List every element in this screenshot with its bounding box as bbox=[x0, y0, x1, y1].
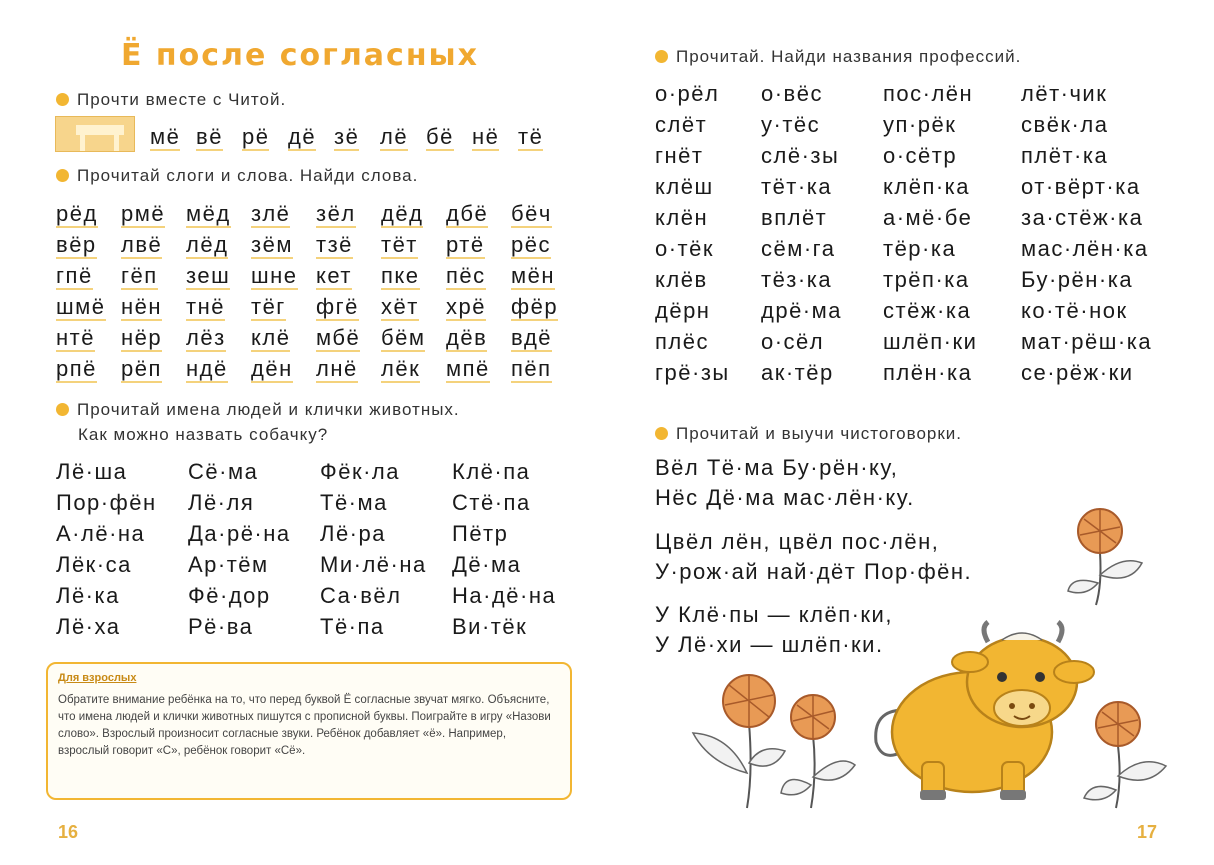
word-item: дёд bbox=[381, 201, 424, 226]
word-item: ак·тёр bbox=[761, 360, 834, 385]
word-item: мпё bbox=[446, 356, 490, 381]
word-item: за·стёж·ка bbox=[1021, 205, 1144, 230]
word-item: Клё·па bbox=[452, 459, 531, 484]
word-item: свёк·ла bbox=[1021, 112, 1109, 137]
word-item: пёп bbox=[511, 356, 552, 381]
word-item: хрё bbox=[446, 294, 486, 319]
word-item: кет bbox=[316, 263, 352, 288]
word-item: вёр bbox=[56, 232, 97, 257]
word-item: Пётр bbox=[452, 521, 509, 546]
word-item: Фё·дор bbox=[188, 583, 271, 608]
word-item: плёс bbox=[655, 329, 709, 354]
word-item: бёч bbox=[511, 201, 552, 226]
word-item: А·лё·на bbox=[56, 521, 146, 546]
word-item: рмё bbox=[121, 201, 166, 226]
note-text: Обратите внимание ребёнка на то, что перед буквой Ё согласные звучат мягко. Объясните, что имена людей и клички животных пишутся с прописной буквы. Поиграйте в игру «Назови слово». Взрослый произносит согласные звуки. Ребёнок добавляет «ё». Например, взрослый говорит «С», ребёнок говорит «Сё». bbox=[58, 694, 551, 757]
right-page bbox=[607, 0, 1214, 865]
word-item: нтё bbox=[56, 325, 95, 350]
word-item: дё bbox=[288, 124, 317, 149]
tongue-twister-1: Вёл Тё·ма Бу·рён·ку, Нёс Дё·ма мас·лён·ку. bbox=[655, 455, 915, 510]
word-item: нён bbox=[121, 294, 163, 319]
word-item: злё bbox=[251, 201, 291, 226]
word-item: пке bbox=[381, 263, 420, 288]
instruction-read-with-chita: Прочти вместе с Читой. bbox=[56, 90, 286, 110]
word-item: лвё bbox=[121, 232, 163, 257]
word-item: Пор·фён bbox=[56, 490, 157, 515]
word-item: трёп·ка bbox=[883, 267, 970, 292]
word-item: вдё bbox=[511, 325, 553, 350]
word-item: тзё bbox=[316, 232, 353, 257]
word-item: Бу·рён·ка bbox=[1021, 267, 1134, 292]
word-item: о·вёс bbox=[761, 81, 823, 106]
word-item: бё bbox=[426, 124, 454, 149]
word-item: На·дё·на bbox=[452, 583, 557, 608]
bullet-icon bbox=[56, 93, 69, 106]
word-item: дён bbox=[251, 356, 293, 381]
word-item: о·сёл bbox=[761, 329, 825, 354]
word-item: рёд bbox=[56, 201, 98, 226]
word-item: мё bbox=[150, 124, 181, 149]
word-item: Са·вёл bbox=[320, 583, 402, 608]
word-item: зём bbox=[251, 232, 293, 257]
word-item: Дё·ма bbox=[452, 552, 522, 577]
word-item: гпё bbox=[56, 263, 93, 288]
word-item: Фёк·ла bbox=[320, 459, 400, 484]
word-item: о·рёл bbox=[655, 81, 720, 106]
word-item: Лё·ля bbox=[188, 490, 255, 515]
word-item: Тё·ма bbox=[320, 490, 388, 515]
word-item: плёт·ка bbox=[1021, 143, 1109, 168]
bullet-icon bbox=[56, 169, 69, 182]
word-item: тёт bbox=[381, 232, 418, 257]
note-heading: Для взрослых bbox=[58, 672, 137, 684]
word-item: от·вёрт·ка bbox=[1021, 174, 1141, 199]
tongue-twister-3: У Клё·пы — клёп·ки, У Лё·хи — шлёп·ки. bbox=[655, 602, 893, 657]
word-item: рпё bbox=[56, 356, 97, 381]
word-item: хёт bbox=[381, 294, 419, 319]
word-item: Ви·тёк bbox=[452, 614, 528, 639]
instruction-learn-tongue-twisters: Прочитай и выучи чистоговорки. bbox=[655, 424, 962, 444]
word-item: фгё bbox=[316, 294, 359, 319]
word-item: Лё·ка bbox=[56, 583, 120, 608]
word-item: се·рёж·ки bbox=[1021, 360, 1134, 385]
word-item: стёж·ка bbox=[883, 298, 972, 323]
word-item: о·сётр bbox=[883, 143, 958, 168]
word-item: бём bbox=[381, 325, 426, 350]
word-item: зёл bbox=[316, 201, 356, 226]
word-item: ртё bbox=[446, 232, 485, 257]
page-number-left: 16 bbox=[58, 822, 79, 842]
word-item: нёр bbox=[121, 325, 163, 350]
instruction-read-names: Прочитай имена людей и клички животных. Как можно назвать собачку? bbox=[56, 400, 460, 445]
dog-picture-icon bbox=[55, 116, 135, 152]
word-item: тнё bbox=[186, 294, 225, 319]
word-item: мат·рёш·ка bbox=[1021, 329, 1153, 354]
flower-icon bbox=[1062, 505, 1162, 610]
word-item: лёт·чик bbox=[1021, 81, 1108, 106]
page-title: Ё после согласных bbox=[120, 38, 480, 73]
word-item: лёд bbox=[186, 232, 229, 257]
word-item: Лёк·са bbox=[56, 552, 132, 577]
word-item: Лё·ша bbox=[56, 459, 128, 484]
word-item: рёп bbox=[121, 356, 162, 381]
word-item: плён·ка bbox=[883, 360, 973, 385]
word-item: вплёт bbox=[761, 205, 828, 230]
word-item: Ар·тём bbox=[188, 552, 269, 577]
word-item: Лё·ха bbox=[56, 614, 121, 639]
flower-icon bbox=[1082, 700, 1172, 810]
word-item: тёт·ка bbox=[761, 174, 833, 199]
page-number-right: 17 bbox=[1137, 822, 1158, 842]
word-item: клёв bbox=[655, 267, 708, 292]
bullet-icon bbox=[655, 50, 668, 63]
word-item: шлёп·ки bbox=[883, 329, 978, 354]
word-item: уп·рёк bbox=[883, 112, 957, 137]
word-item: мён bbox=[511, 263, 556, 288]
word-item: вё bbox=[196, 124, 223, 149]
word-item: слёт bbox=[655, 112, 708, 137]
word-item: тё bbox=[518, 124, 544, 149]
bullet-icon bbox=[56, 403, 69, 416]
word-item: зё bbox=[334, 124, 360, 149]
word-item: мас·лён·ка bbox=[1021, 236, 1149, 261]
word-item: клёш bbox=[655, 174, 714, 199]
word-item: Ми·лё·на bbox=[320, 552, 427, 577]
word-item: гёп bbox=[121, 263, 158, 288]
instruction-read-syllables: Прочитай слоги и слова. Найди слова. bbox=[56, 166, 418, 186]
tongue-twister-2: Цвёл лён, цвёл пос·лён, У·рож·ай най·дёт Пор·фён. bbox=[655, 529, 973, 584]
bullet-icon bbox=[655, 427, 668, 440]
word-item: грё·зы bbox=[655, 360, 730, 385]
cow-burenka-icon bbox=[862, 622, 1102, 807]
flowers-group-icon bbox=[689, 673, 859, 813]
word-item: ко·тё·нок bbox=[1021, 298, 1128, 323]
word-item: о·тёк bbox=[655, 236, 714, 261]
word-item: Стё·па bbox=[452, 490, 531, 515]
word-item: а·мё·бе bbox=[883, 205, 973, 230]
instruction-find-professions: Прочитай. Найди названия профессий. bbox=[655, 47, 1021, 67]
word-item: дёрн bbox=[655, 298, 711, 323]
word-item: фёр bbox=[511, 294, 559, 319]
word-item: тёр·ка bbox=[883, 236, 957, 261]
word-item: зеш bbox=[186, 263, 231, 288]
word-item: дрё·ма bbox=[761, 298, 842, 323]
word-item: клёп·ка bbox=[883, 174, 971, 199]
word-item: лнё bbox=[316, 356, 358, 381]
word-item: лё bbox=[380, 124, 409, 149]
word-item: тёз·ка bbox=[761, 267, 833, 292]
word-item: шмё bbox=[56, 294, 106, 319]
word-item: лёк bbox=[381, 356, 421, 381]
word-item: дбё bbox=[446, 201, 489, 226]
word-item: у·тёс bbox=[761, 112, 821, 137]
word-item: тёг bbox=[251, 294, 286, 319]
word-item: слё·зы bbox=[761, 143, 840, 168]
word-item: нё bbox=[472, 124, 500, 149]
word-item: Рё·ва bbox=[188, 614, 254, 639]
word-item: пос·лён bbox=[883, 81, 974, 106]
word-item: клён bbox=[655, 205, 709, 230]
word-item: Да·рё·на bbox=[188, 521, 291, 546]
word-item: мёд bbox=[186, 201, 231, 226]
word-item: пёс bbox=[446, 263, 486, 288]
word-item: клё bbox=[251, 325, 291, 350]
word-item: ндё bbox=[186, 356, 228, 381]
word-item: мбё bbox=[316, 325, 361, 350]
word-item: лёз bbox=[186, 325, 226, 350]
word-item: рёс bbox=[511, 232, 551, 257]
word-item: Тё·па bbox=[320, 614, 385, 639]
word-item: Сё·ма bbox=[188, 459, 259, 484]
word-item: дёв bbox=[446, 325, 488, 350]
word-item: Лё·ра bbox=[320, 521, 386, 546]
word-item: сём·га bbox=[761, 236, 836, 261]
word-item: рё bbox=[242, 124, 270, 149]
word-item: шне bbox=[251, 263, 298, 288]
word-item: гнёт bbox=[655, 143, 704, 168]
parent-note-box bbox=[46, 662, 572, 800]
